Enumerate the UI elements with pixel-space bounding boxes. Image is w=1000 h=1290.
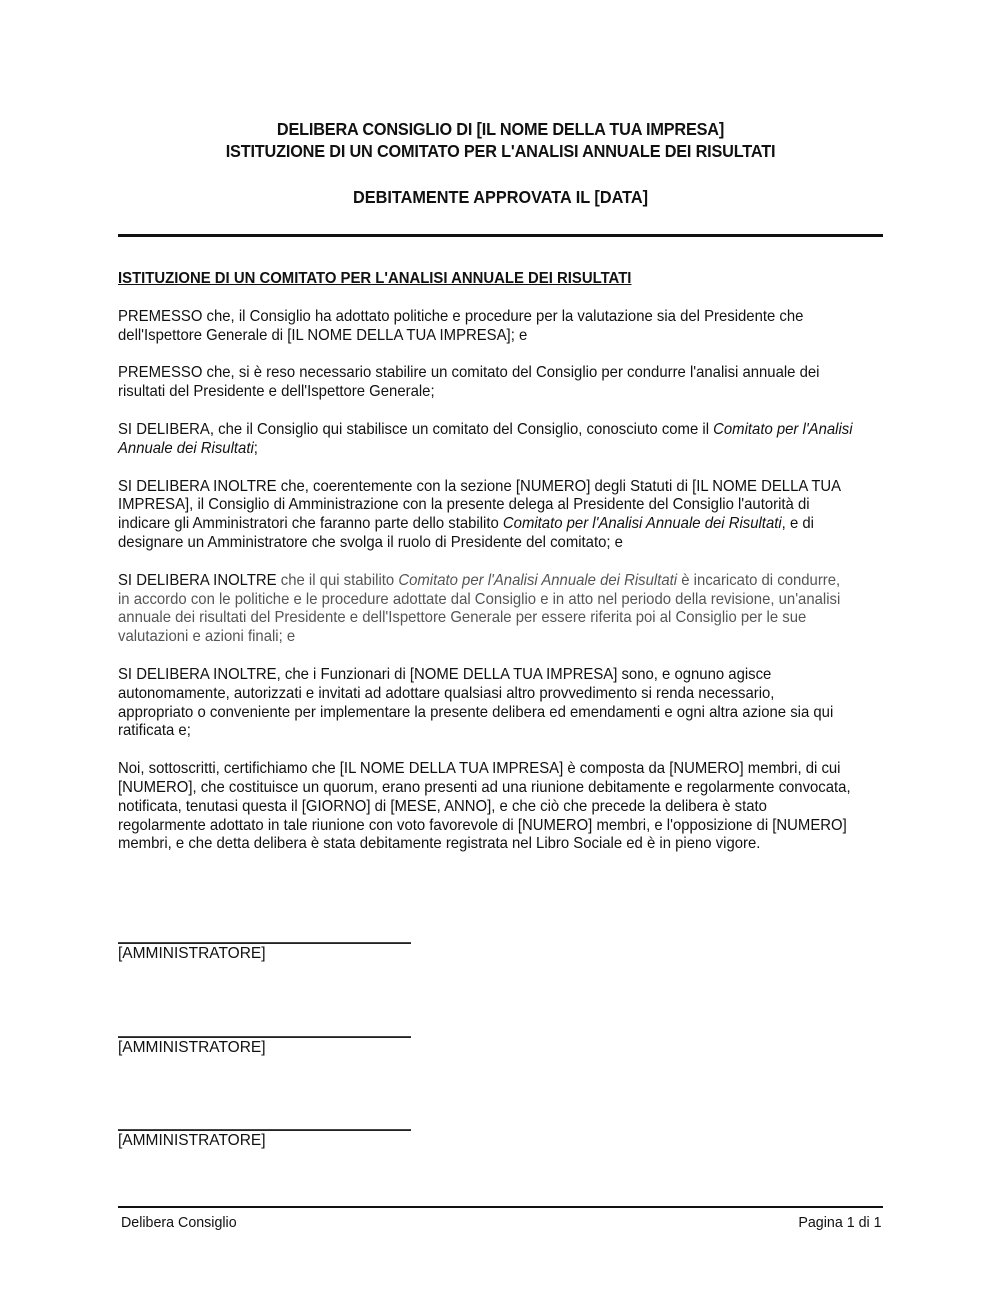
footer-page-number: Pagina 1 di 1 <box>798 1214 882 1231</box>
paragraph-si-delibera-inoltre-3: SI DELIBERA INOLTRE, che i Funzionari di [NOME DELLA TUA IMPRESA] sono, e ognuno agisce autonomamente, autorizzati e invitati ad adottare qualsiasi altro provvedimento si renda necessario, appropriato o conveniente per implementare la presente delibera ed emendamenti e ogni altra azione sia qui ratificata e; <box>118 665 834 740</box>
title-line-2: ISTITUZIONE DI UN COMITATO PER L'ANALISI ANNUALE DEI RISULTATI <box>225 141 776 161</box>
section-heading: ISTITUZIONE DI UN COMITATO PER L'ANALISI ANNUALE DEI RISULTATI <box>118 270 632 287</box>
paragraph-premesso-1: PREMESSO che, il Consiglio ha adottato politiche e procedure per la valutazione sia del Presidente che dell'Ispettore Generale di [IL NOME DELLA TUA IMPRESA]; e <box>118 307 804 344</box>
signature-line[interactable] <box>118 1036 411 1038</box>
signature-line[interactable] <box>118 1129 411 1131</box>
header-divider <box>118 234 883 237</box>
signature-line[interactable] <box>118 942 411 944</box>
signature-label: [AMMINISTRATORE] <box>118 945 266 962</box>
committee-name-italic: Comitato per l'Analisi Annuale dei Risultati <box>398 571 678 589</box>
approval-line: DEBITAMENTE APPROVATA IL [DATA] <box>352 187 649 207</box>
paragraph-text: ; <box>253 439 258 457</box>
signature-label: [AMMINISTRATORE] <box>118 1132 266 1149</box>
paragraph-text: che il qui stabilito <box>276 571 399 589</box>
paragraph-text: SI DELIBERA, che il Consiglio qui stabilisce un comitato del Consiglio, conosciuto come il <box>118 420 714 438</box>
document-title <box>145 118 856 162</box>
paragraph-text: , e di designare un Amministratore che svolga il ruolo di Presidente del comitato; e <box>118 515 814 551</box>
signature-block-1 <box>118 942 411 963</box>
paragraph-si-delibera-inoltre-1 <box>118 478 853 553</box>
document-body <box>118 270 853 873</box>
title-line-1: DELIBERA CONSIGLIO DI [IL NOME DELLA TUA IMPRESA] <box>276 119 725 139</box>
footer-divider <box>118 1206 883 1208</box>
paragraph-text: è incaricato di condurre, in accordo con le politiche e le procedure adottate dal Consiglio e in atto nel periodo della revisione, un'analisi annuale dei risultati del Presidente e dell'Ispettore Generale per essere riferita poi al Consiglio per le sue valutazioni e azioni finali; e <box>118 571 841 646</box>
paragraph-si-delibera-inoltre-2 <box>118 572 853 647</box>
paragraph-lead: SI DELIBERA INOLTRE <box>118 571 277 589</box>
paragraph-si-delibera <box>118 421 853 459</box>
signature-block-2 <box>118 1036 411 1057</box>
committee-name-italic: Comitato per l'Analisi Annuale dei Risultati <box>502 515 782 533</box>
paragraph-certification: Noi, sottoscritti, certifichiamo che [IL NOME DELLA TUA IMPRESA] è composta da [NUMERO] membri, di cui [NUMERO], che costituisce un quorum, erano presenti ad una riunione debitamente e regolarmente convocata, notificata, tenutasi questa il [GIORNO] di [MESE, ANNO], e che ciò che precede la delibera è stato regolarmente adottato in tale riunione con voto favorevole di [NUMERO] membri, e l'opposizione di [NUMERO] membri, e che detta delibera è stata debitamente registrata nel Libro Sociale ed è in pieno vigore. <box>118 760 851 853</box>
signature-label: [AMMINISTRATORE] <box>118 1039 266 1056</box>
paragraph-text: SI DELIBERA INOLTRE che, coerentemente con la sezione [NUMERO] degli Statuti di [IL NOME DELLA TUA IMPRESA], il Consiglio di Amministrazione con la presente delega al Presidente del Consiglio l'autorità di indicare gli Amministratori che faranno parte dello stabilito <box>118 477 841 533</box>
paragraph-premesso-2: PREMESSO che, si è reso necessario stabilire un comitato del Consiglio per condurre l'analisi annuale dei risultati del Presidente e dell'Ispettore Generale; <box>118 364 820 401</box>
committee-name-italic: Comitato per l'Analisi Annuale dei Risultati <box>118 420 853 457</box>
signature-block-3 <box>118 1129 411 1150</box>
footer-document-name: Delibera Consiglio <box>121 1214 237 1231</box>
